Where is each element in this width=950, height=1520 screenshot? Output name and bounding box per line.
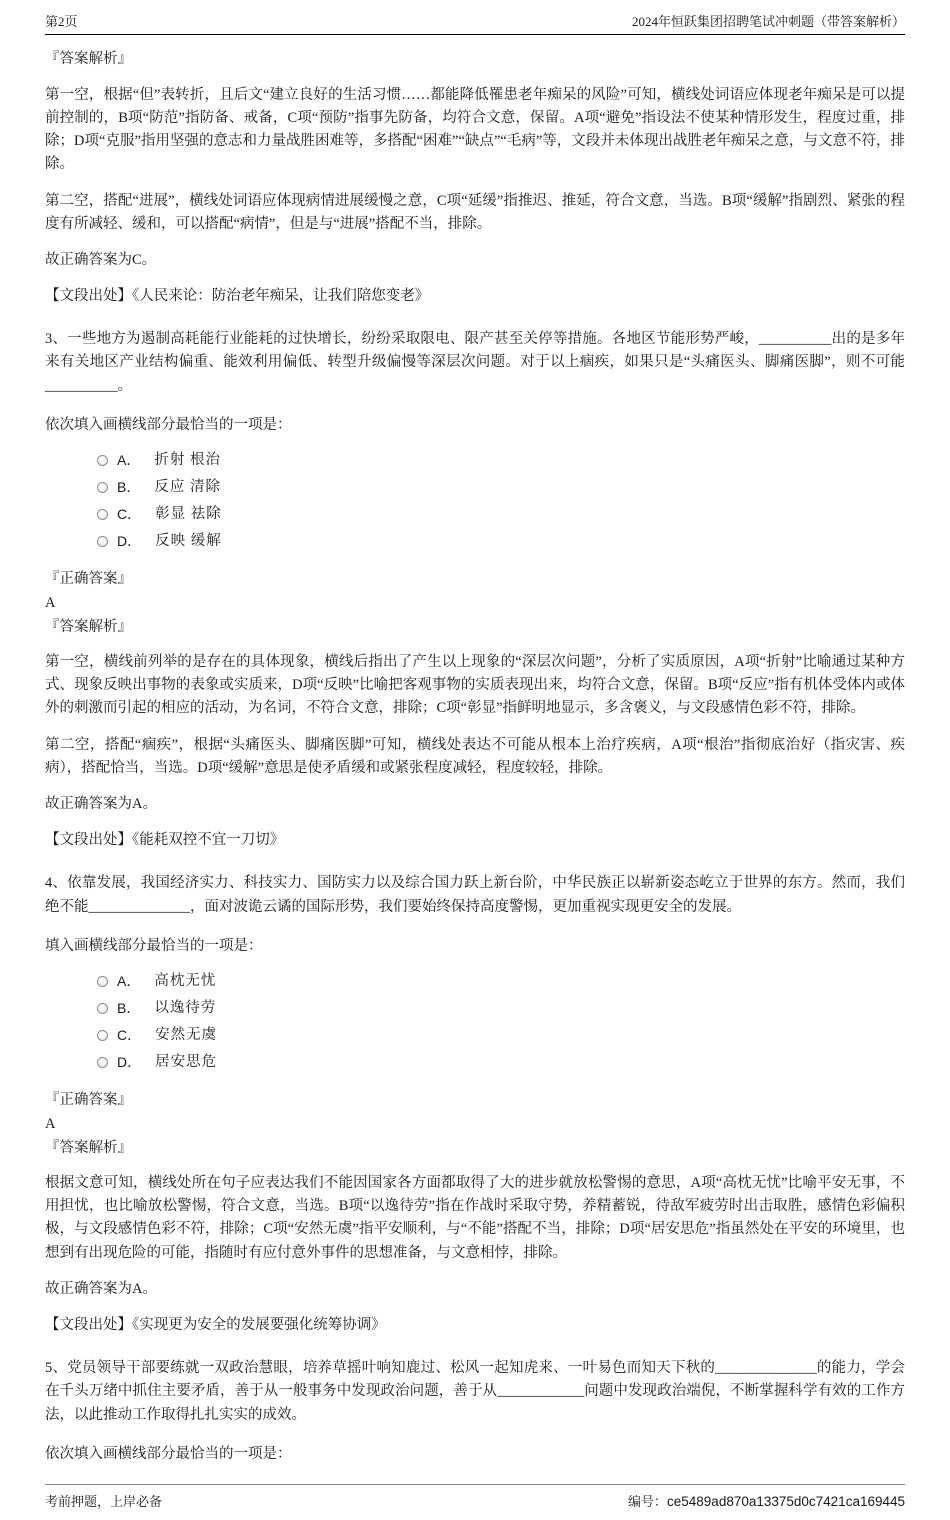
analysis-paragraph: 第一空，横线前列举的是存在的具体现象，横线后指出了产生以上现象的“深层次问题”，分析了实质原因，A项“折射”比喻通过某种方式、现象反映出事物的表象或实质来，D项“反映”比喻把客观事物的实质表现出来，均符合文意，保留。B项“反应”指有机体受体内或体外的刺激而引起的相应的活动，为名词，不符合文意，排除；C项“彰显”指鲜明地显示，多含褒义，与文段感情色彩不符，排除。 (45, 654, 905, 717)
option-a[interactable] (97, 968, 905, 995)
radio-button-icon[interactable] (97, 1003, 108, 1014)
correct-answer-value: A (45, 595, 56, 612)
analysis-label: 『答案解析』 (45, 619, 132, 636)
option-letter: C． (117, 506, 142, 523)
analysis-paragraph: 根据文意可知，横线处所在句子应表达我们不能因国家各方面都取得了大的进步就放松警惕的意思，A项“高枕无忧”比喻平安无事，不用担忧，也比喻放松警惕，符合文意，当选。B项“以逸待劳”指在作战时采取守势，养精蓄锐，待敌军疲劳时出击取胜，感情色彩偏积极，与文段感情色彩不符，排除；C项“安然无虞”指平安顺利，与“不能”搭配不当，排除；D项“居安思危”指虽然处在平安的环境里，也想到有出现危险的可能，指随时有应付意外事件的思想准备，与文意相悖，排除。 (45, 1175, 905, 1261)
conclusion-line: 故正确答案为A。 (45, 796, 157, 813)
source-line: 【文段出处】《能耗双控不宜一刀切》 (45, 832, 285, 849)
radio-button-icon[interactable] (97, 1057, 108, 1068)
option-letter: C． (117, 1027, 142, 1044)
radio-button-icon[interactable] (97, 509, 108, 520)
footer-slogan: 考前押题，上岸必备 (45, 1493, 163, 1509)
question-4-stem: 4、依靠发展，我国经济实力、科技实力、国防实力以及综合国力跃上新台阶，中华民族正以崭新姿态屹立于世界的东方。然而，我们绝不能______________，面对波诡云谲的国际形势，我们要始终保持高度警惕，更加重视实现更安全的发展。 (45, 875, 905, 915)
option-d[interactable] (97, 1049, 905, 1076)
analysis-label: 『答案解析』 (45, 50, 132, 67)
analysis-paragraph: 第二空，搭配“进展”，横线处词语应体现病情进展缓慢之意，C项“延缓”指推迟、推延，符合文意，当选。B项“缓解”指剧烈、紧张的程度有所减轻、缓和，可以搭配“病情”，但是与“进展”搭配不当，排除。 (45, 192, 905, 232)
question-5-stem: 5、党员领导干部要练就一双政治慧眼，培养草摇叶响知鹿过、松风一起知虎来、一叶易色而知天下秋的______________的能力，学会在千头万绪中抓住主要矛盾，善于从一般事务中发现政治问题，善于从____________问题中发现政治端倪，不断掌握科学有效的工作方法，以此推动工作取得扎扎实实的成效。 (45, 1360, 905, 1423)
radio-button-icon[interactable] (97, 976, 108, 987)
option-text: 以逸待劳 (154, 999, 217, 1016)
option-text: 反映 缓解 (155, 532, 222, 549)
radio-button-icon[interactable] (97, 482, 108, 493)
page-header (45, 0, 905, 35)
correct-answer-label: 『正确答案』 (45, 1091, 132, 1108)
question-3-answer (45, 569, 905, 638)
option-b[interactable] (97, 995, 905, 1022)
option-letter: B． (117, 1000, 141, 1017)
correct-answer-label: 『正确答案』 (45, 571, 132, 588)
question-4-options (97, 968, 905, 1076)
option-b[interactable] (97, 474, 905, 501)
option-text: 折射 根治 (154, 451, 221, 468)
radio-button-icon[interactable] (97, 536, 108, 547)
conclusion-line: 故正确答案为A。 (45, 1280, 157, 1297)
option-letter: D． (117, 1054, 142, 1071)
page-number: 第2页 (45, 14, 78, 29)
option-letter: A． (117, 452, 141, 469)
question-4-answer (45, 1090, 905, 1159)
source-line: 【文段出处】《实现更为安全的发展要强化统筹协调》 (45, 1316, 386, 1333)
option-letter: A． (117, 973, 141, 990)
question-3-stem: 3、一些地方为遏制高耗能行业能耗的过快增长，纷纷采取限电、限产甚至关停等措施。各地区节能形势严峻，__________出的是多年来有关地区产业结构偏重、能效利用偏低、转型升级偏慢等深层次问题。对于以上痼疾，如果只是“头痛医头、脚痛医脚”，则不可能__________。 (45, 331, 905, 394)
radio-button-icon[interactable] (97, 455, 108, 466)
option-text: 居安思危 (155, 1053, 218, 1070)
page-content (45, 35, 905, 1466)
option-c[interactable] (97, 501, 905, 528)
correct-answer-value: A (45, 1115, 56, 1132)
option-text: 安然无虞 (155, 1026, 218, 1043)
radio-button-icon[interactable] (97, 1030, 108, 1041)
source-line: 【文段出处】《人民来论：防治老年痴呆，让我们陪您变老》 (45, 288, 430, 305)
option-text: 反应 清除 (154, 478, 221, 495)
question-3-options (97, 447, 905, 555)
question-5-prompt: 依次填入画横线部分最恰当的一项是： (45, 1445, 292, 1462)
document-title: 2024年恒跃集团招聘笔试冲刺题（带答案解析） (631, 14, 905, 29)
analysis-paragraph: 第二空，搭配“痼疾”，根据“头痛医头、脚痛医脚”可知，横线处表达不可能从根本上治疗疾病，A项“根治”指彻底治好（指灾害、疾病），搭配恰当，当选。D项“缓解”意思是使矛盾缓和或紧张程度减轻，程度较轻，排除。 (45, 736, 905, 776)
option-d[interactable] (97, 528, 905, 555)
option-text: 高枕无忧 (154, 972, 217, 989)
page-footer (45, 1484, 905, 1510)
serial-label: 编号： (628, 1493, 668, 1509)
option-letter: B． (117, 479, 141, 496)
option-text: 彰显 祛除 (155, 505, 222, 522)
analysis-paragraph: 第一空，根据“但”表转折，且后文“建立良好的生活习惯……都能降低罹患老年痴呆的风险”可知，横线处词语应体现老年痴呆是可以提前控制的，B项“防范”指防备、戒备，C项“预防”指事先防备，均符合文意，保留。A项“避免”指设法不使某种情形发生，程度过重，排除；D项“克服”指用坚强的意志和力量战胜困难等，多搭配“困难”“缺点”“毛病”等，文段并未体现出战胜老年痴呆之意，与文意不符，排除。 (45, 86, 905, 173)
question-4-prompt: 填入画横线部分最恰当的一项是： (45, 937, 263, 954)
option-c[interactable] (97, 1022, 905, 1049)
option-a[interactable] (97, 447, 905, 474)
serial-value: ce5489ad870a13375d0c7421ca169445 (667, 1493, 905, 1509)
conclusion-line: 故正确答案为C。 (45, 251, 157, 268)
analysis-label: 『答案解析』 (45, 1139, 132, 1156)
option-letter: D． (117, 533, 142, 550)
question-3-prompt: 依次填入画横线部分最恰当的一项是： (45, 416, 292, 433)
footer-serial (628, 1491, 905, 1510)
